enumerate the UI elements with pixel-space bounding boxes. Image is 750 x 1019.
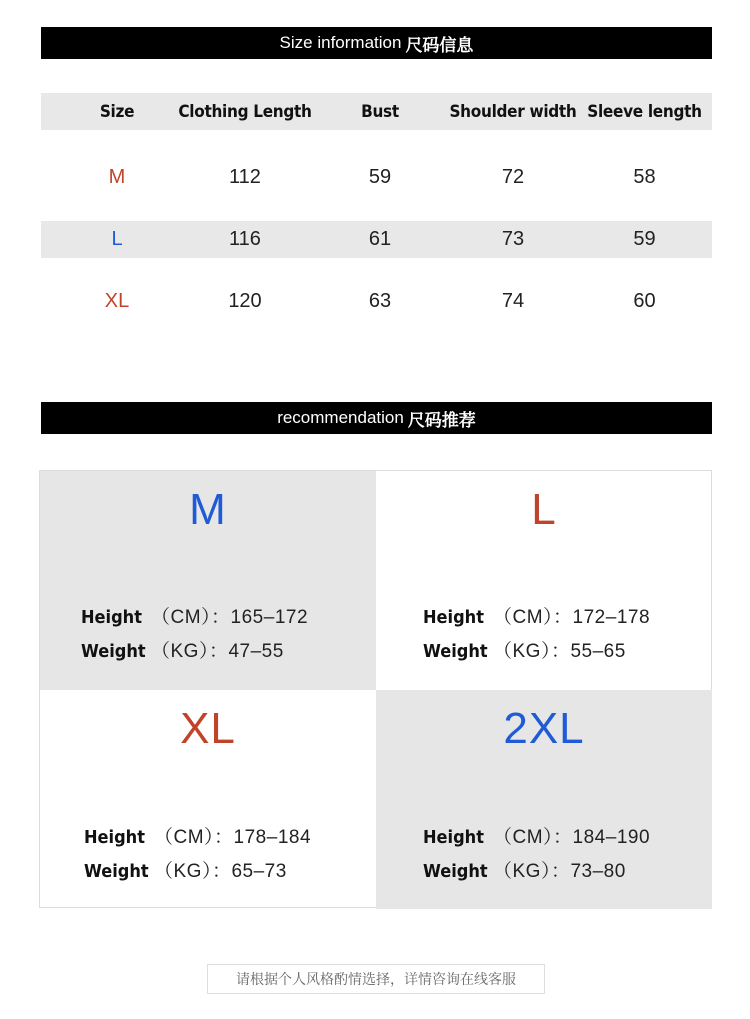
recommendation-card-l	[376, 471, 712, 690]
height-line	[423, 602, 650, 629]
size-table	[41, 93, 712, 320]
row-shoulder-width: 74	[501, 290, 525, 312]
header-size: Size	[99, 101, 135, 122]
row-clothing-length: 116	[229, 228, 261, 250]
height-label: Height	[84, 827, 145, 848]
card-size: 2XL	[503, 704, 585, 753]
row-sleeve-length: 58	[633, 166, 656, 188]
table-row	[41, 283, 712, 320]
recommendation-card-xl	[40, 690, 376, 909]
height-value: （CM）：165–172	[151, 607, 309, 628]
weight-value: （KG）：55–65	[493, 641, 626, 662]
row-sleeve-length: 59	[633, 228, 656, 250]
height-label: Height	[423, 827, 484, 848]
weight-line	[81, 636, 284, 663]
weight-value: （KG）：73–80	[493, 861, 626, 882]
row-size: XL	[104, 290, 130, 312]
recommendation-card-2xl	[376, 690, 712, 909]
weight-line	[423, 856, 626, 883]
row-bust: 59	[368, 166, 392, 188]
card-size: L	[531, 485, 557, 534]
recommendation-title-bar	[41, 402, 712, 434]
table-row	[41, 159, 712, 196]
height-line	[84, 822, 311, 849]
row-bust: 63	[368, 290, 392, 312]
recommendation-title-en: recommendation	[277, 408, 404, 427]
footer-note: 请根据个人风格酌情选择，详情咨询在线客服	[207, 964, 545, 994]
weight-line	[84, 856, 287, 883]
row-shoulder-width: 72	[501, 166, 525, 188]
height-label: Height	[423, 607, 484, 628]
weight-line	[423, 636, 626, 663]
recommendation-title-cn: 尺码推荐	[407, 410, 476, 431]
size-info-title-cn: 尺码信息	[405, 35, 474, 56]
header-bust: Bust	[361, 101, 399, 122]
recommendation-card-m	[40, 471, 376, 690]
row-size: M	[108, 166, 126, 188]
header-clothing-length: Clothing Length	[178, 101, 312, 122]
height-value: （CM）：178–184	[154, 827, 312, 848]
weight-label: Weight	[423, 641, 488, 662]
height-line	[423, 822, 650, 849]
row-size: L	[111, 228, 123, 250]
size-info-title-en: Size information	[279, 33, 402, 52]
header-sleeve-length: Sleeve length	[587, 101, 702, 122]
weight-value: （KG）：65–73	[154, 861, 287, 882]
weight-label: Weight	[423, 861, 488, 882]
weight-label: Weight	[81, 641, 146, 662]
card-size: M	[189, 485, 227, 534]
size-info-title-bar	[41, 27, 712, 59]
row-clothing-length: 112	[229, 166, 261, 188]
row-shoulder-width: 73	[501, 228, 525, 250]
table-header-row	[41, 93, 712, 130]
height-line	[81, 602, 308, 629]
weight-label: Weight	[84, 861, 149, 882]
table-row	[41, 221, 712, 258]
card-size: XL	[180, 704, 236, 753]
height-value: （CM）：184–190	[493, 827, 651, 848]
row-sleeve-length: 60	[633, 290, 656, 312]
weight-value: （KG）：47–55	[151, 641, 284, 662]
row-bust: 61	[368, 228, 392, 250]
row-clothing-length: 120	[228, 290, 262, 312]
height-label: Height	[81, 607, 142, 628]
height-value: （CM）：172–178	[493, 607, 651, 628]
header-shoulder-width: Shoulder width	[449, 101, 577, 122]
recommendation-grid	[39, 470, 712, 908]
